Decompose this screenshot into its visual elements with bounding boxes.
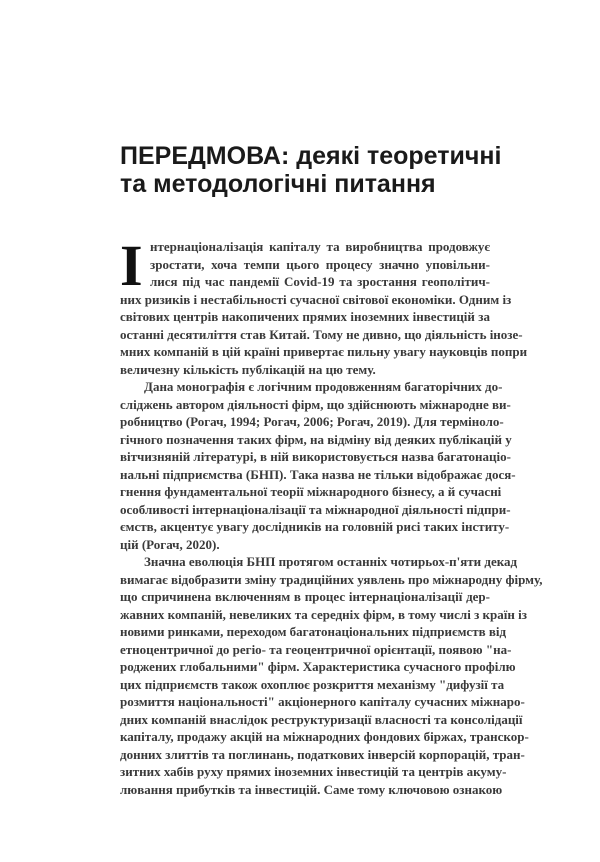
text-line: сліджень автором діяльності фірм, що здійснюють міжнародне ви- — [120, 396, 511, 412]
text-line: роджених глобальними" фірм. Характеристика сучасного профілю — [120, 659, 516, 674]
text-line: світових центрів накопичених прямих іноземних інвестицій за — [120, 309, 490, 324]
text-line: робництво (Рогач, 1994; Рогач, 2006; Рогач, 2019). Для терміноло- — [120, 414, 504, 429]
text-line: дних компаній внаслідок реструктуризації власності та консолідації — [120, 711, 523, 727]
text-line: вимагає відобразити зміну традиційних уявлень про міжнародну фірму, — [120, 571, 543, 587]
text-line: нтернаціоналізація капіталу та виробництва продовжує — [150, 239, 490, 254]
page-title — [120, 142, 501, 198]
text-line: жавних компаній, невеликих та середніх фірм, в тому числі з країн із — [120, 606, 527, 622]
text-line: гічного позначення таких фірм, на відміну від деяких публікацій у — [120, 431, 512, 447]
text-line: новими ринками, переходом багатонаціональних підприємств від — [120, 624, 507, 639]
text-line: етноцентричної до регіо- та геоцентричної орієнтації, появою "на- — [120, 641, 512, 657]
text-line: вітчизняній літературі, в ній використовується назва багатонаціо- — [120, 449, 511, 464]
text-line: величезну кількість публікацій на цю тему. — [120, 361, 376, 377]
title-line: та методологічні питання — [120, 170, 436, 198]
text-line: ємств, акцентує увагу дослідників на головній рисі таких інститу- — [120, 519, 510, 534]
text-line: Дана монографія є логічним продовженням багаторічних до- — [144, 379, 503, 394]
text-line: лювання прибутків та інвестицій. Саме тому ключовою ознакою — [120, 781, 503, 797]
body-text — [120, 233, 543, 798]
text-line: зростати, хоча темпи цього процесу значно уповільни- — [150, 256, 490, 272]
text-line: лися під час пандемії Covid-19 та зростання геополітич- — [150, 274, 490, 289]
text-line: розмиття національності" акціонерного капіталу сучасних міжнаро- — [120, 694, 525, 709]
text-line: донних злиттів та поглинань, податкових інверсій корпорацій, тран- — [120, 746, 525, 762]
text-line: цій (Рогач, 2020). — [120, 536, 220, 552]
text-line: цих підприємств також охоплює розкриття механізму "дифузії та — [120, 676, 505, 692]
text-line: що спричинена включенням в процес інтернаціоналізації дер- — [120, 589, 490, 604]
text-line: гнення фундаментальної теорії міжнародного бізнесу, а й сучасні — [120, 484, 502, 499]
text-line: останні десятиліття став Китай. Тому не дивно, що діяльність інозе- — [120, 326, 523, 342]
text-line: особливості інтернаціоналізації та міжнародної діяльності підпри- — [120, 501, 511, 517]
text-line: мних компаній в цій країні привертає пильну увагу науковців попри — [120, 344, 528, 359]
drop-cap: І — [120, 233, 143, 298]
text-line: зитних хабів руху прямих іноземних інвестицій та центрів акуму- — [120, 764, 507, 779]
text-line: Значна еволюція БНП протягом останніх чотирьох-п'яти декад — [144, 554, 518, 569]
text-line: нальні підприємства (БНП). Така назва не тільки відображає дося- — [120, 466, 516, 482]
title-line: ПЕРЕДМОВА: деякі теоретичні — [120, 142, 502, 170]
text-line: них ризиків і нестабільності сучасної світової економіки. Одним із — [120, 291, 512, 307]
text-line: капіталу, продажу акцій на міжнародних фондових біржах, транскор- — [120, 729, 529, 744]
